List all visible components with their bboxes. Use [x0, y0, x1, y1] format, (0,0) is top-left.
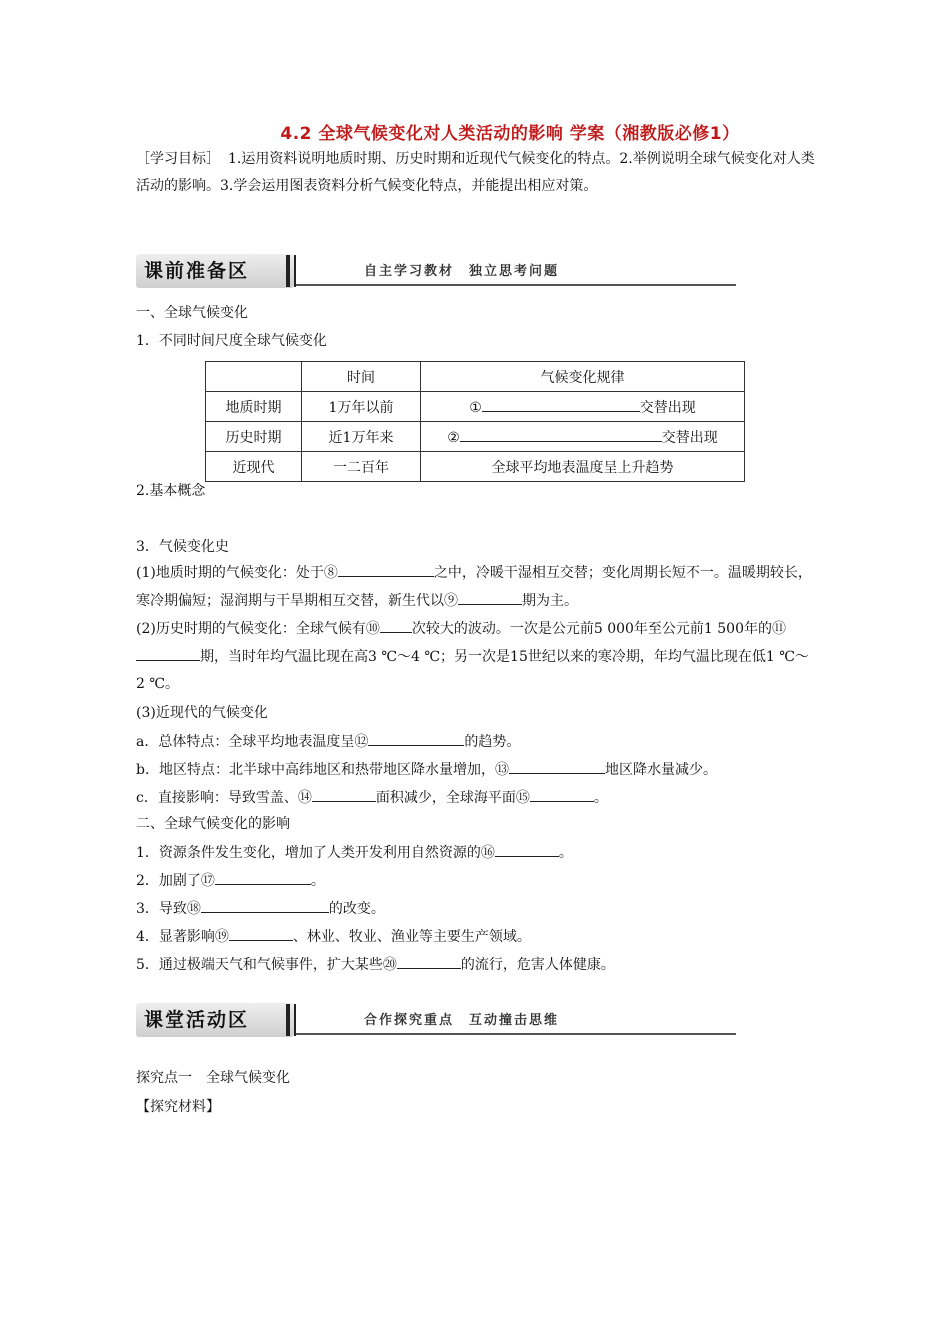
- list-item: [136, 842, 573, 863]
- section-banner-preview: [136, 254, 606, 294]
- table-cell: 全球平均地表温度呈上升趋势: [421, 452, 745, 482]
- paragraph-text: (1)地质时期的气候变化：处于⑧: [136, 565, 338, 581]
- banner-heading: 课前准备区: [136, 254, 294, 288]
- list-item-text: c．直接影响：导致雪盖、⑭: [136, 790, 312, 806]
- fill-blank[interactable]: [397, 954, 461, 969]
- list-item: [136, 926, 531, 947]
- table-row: [206, 392, 745, 422]
- list-item-text: a．总体特点：全球平均地表温度呈⑫: [136, 734, 369, 750]
- banner-divider: [286, 255, 290, 287]
- banner-heading: 课堂活动区: [136, 1003, 294, 1037]
- fill-blank[interactable]: [229, 926, 293, 941]
- fill-blank[interactable]: [458, 590, 522, 605]
- paragraph-text: 次较大的波动。一次是公元前5 000年至公元前1 500年的⑪: [411, 621, 787, 637]
- list-item-text: 的流行，危害人体健康。: [460, 957, 615, 973]
- table-row: [206, 422, 745, 452]
- list-item-text: 。: [593, 790, 608, 806]
- learning-goals: [136, 146, 816, 200]
- list-item-text: 的趋势。: [464, 734, 521, 750]
- section-heading: 二、全球气候变化的影响: [136, 816, 290, 832]
- list-item: [136, 759, 717, 780]
- subsection-heading: (3)近现代的气候变化: [136, 705, 268, 721]
- table-cell: 历史时期: [206, 422, 302, 452]
- section-banner-classroom: [136, 1003, 606, 1043]
- fill-blank[interactable]: [495, 842, 559, 857]
- fill-blank[interactable]: [530, 787, 594, 802]
- table-cell: [421, 392, 745, 422]
- learning-goals-text: 1.运用资料说明地质时期、历史时期和近现代气候变化的特点。2.举例说明全球气候变化对人类活动的影响。3.学会运用图表资料分析气候变化特点，并能提出相应对策。: [136, 151, 815, 194]
- subsection-heading: 2.基本概念: [136, 483, 206, 499]
- fill-blank[interactable]: [482, 397, 640, 412]
- table-cell: [421, 422, 745, 452]
- paragraph-text: 期为主。: [522, 592, 578, 609]
- explore-material-label: 【探究材料】: [136, 1099, 220, 1115]
- paragraph-text: 期，当时年均气温比现在高3 ℃～4 ℃；另一次是15世纪以来的寒冷期，年均气温比现在低1 ℃～2 ℃。: [136, 648, 809, 692]
- table-cell-text: 交替出现: [661, 429, 718, 446]
- subsection-heading: 3．气候变化史: [136, 539, 229, 555]
- banner-divider: [294, 1004, 296, 1036]
- table-header-cell: 气候变化规律: [421, 362, 745, 392]
- section-heading: 一、全球气候变化: [136, 305, 248, 321]
- fill-blank[interactable]: [368, 731, 464, 746]
- list-item-text: 1．资源条件发生变化，增加了人类开发利用自然资源的⑯: [136, 845, 495, 861]
- list-item-text: b．地区特点：北半球中高纬地区和热带地区降水量增加，⑬: [136, 762, 509, 778]
- table-header-cell: [206, 362, 302, 392]
- fill-blank[interactable]: [380, 618, 412, 633]
- list-item: [136, 787, 608, 808]
- list-item-text: 。: [310, 873, 325, 889]
- table-cell: 近现代: [206, 452, 302, 482]
- fill-blank[interactable]: [215, 870, 311, 885]
- list-item-text: 5．通过极端天气和气候事件，扩大某些⑳: [136, 957, 397, 973]
- subsection-heading: 1．不同时间尺度全球气候变化: [136, 333, 327, 349]
- fill-blank[interactable]: [338, 562, 434, 577]
- paragraph-historic: [136, 616, 816, 699]
- fill-blank[interactable]: [201, 898, 329, 913]
- list-item: [136, 731, 520, 752]
- table-header-cell: 时间: [302, 362, 421, 392]
- list-item-text: 面积减少，全球海平面⑮: [375, 790, 530, 806]
- list-item-text: 3．导致⑱: [136, 901, 201, 917]
- table-header-row: [206, 362, 745, 392]
- paragraph-text: (2)历史时期的气候变化：全球气候有⑩: [136, 621, 380, 637]
- list-item: [136, 954, 615, 975]
- list-item-text: 的改变。: [328, 901, 385, 917]
- blank-number: ②: [447, 429, 460, 446]
- blank-number: ①: [469, 399, 482, 416]
- table-cell: 地质时期: [206, 392, 302, 422]
- table-cell: 近1万年来: [302, 422, 421, 452]
- banner-rule: [296, 284, 736, 286]
- banner-slogan: 合作探究重点 互动撞击思维: [364, 1013, 560, 1028]
- list-item-text: 2．加剧了⑰: [136, 873, 215, 889]
- learning-goals-label: ［学习目标］: [136, 151, 220, 167]
- fill-blank[interactable]: [460, 427, 662, 442]
- paragraph-geologic: [136, 560, 816, 615]
- banner-slogan: 自主学习教材 独立思考问题: [364, 264, 560, 279]
- table-row: [206, 452, 745, 482]
- paragraph-text: 之中，冷暖干湿相互交替；变化周期长短不一。温暖期较长，寒冷期偏短；湿润期与干旱期相互交替，新生代以⑨: [136, 565, 812, 609]
- page-title: 4.2 全球气候变化对人类活动的影响 学案（湘教版必修1）: [280, 124, 740, 144]
- climate-table: [205, 361, 745, 482]
- fill-blank[interactable]: [136, 646, 200, 661]
- list-item: [136, 898, 385, 919]
- fill-blank[interactable]: [312, 787, 376, 802]
- table-cell-text: 交替出现: [639, 399, 696, 416]
- banner-divider: [294, 255, 296, 287]
- banner-divider: [286, 1004, 290, 1036]
- list-item-text: 。: [558, 845, 573, 861]
- list-item: [136, 870, 325, 891]
- explore-point-heading: 探究点一 全球气候变化: [136, 1070, 290, 1086]
- banner-rule: [296, 1033, 736, 1035]
- list-item-text: 、林业、牧业、渔业等主要生产领域。: [292, 929, 531, 945]
- table-cell: 1万年以前: [302, 392, 421, 422]
- list-item-text: 4．显著影响⑲: [136, 929, 229, 945]
- list-item-text: 地区降水量减少。: [604, 762, 717, 778]
- table-cell: 一二百年: [302, 452, 421, 482]
- fill-blank[interactable]: [509, 759, 605, 774]
